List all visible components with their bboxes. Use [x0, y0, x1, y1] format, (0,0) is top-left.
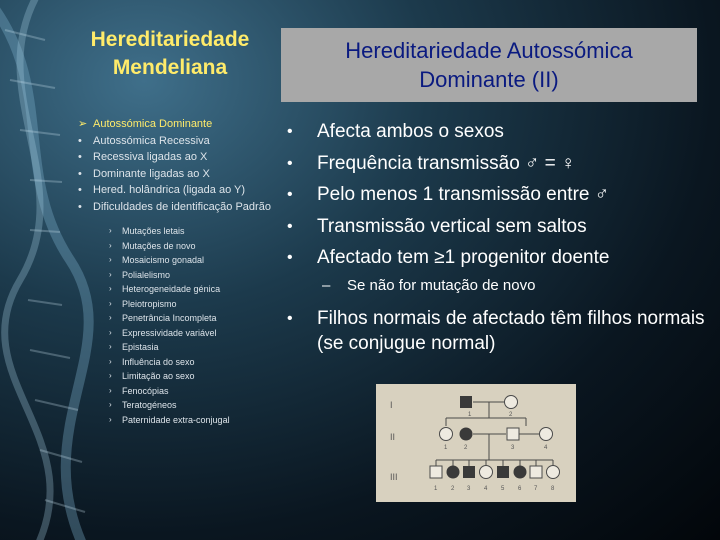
sub-item-label: Penetrância Incompleta — [122, 313, 217, 323]
individual-number: 6 — [518, 486, 522, 492]
sub-item-label: Fenocópias — [122, 385, 169, 396]
sub-item-label: Expressividade variável — [122, 327, 217, 338]
affected-female-symbol — [447, 466, 460, 479]
bullet-icon: • — [287, 217, 293, 235]
topic-item — [76, 116, 276, 133]
sub-bullet-icon: › — [109, 240, 112, 250]
individual-number: 4 — [544, 445, 548, 451]
sub-item-label: Heterogeneidade génica — [122, 284, 221, 294]
main-bullet — [287, 211, 707, 243]
bullet-icon: • — [287, 154, 293, 172]
main-bullet — [287, 306, 707, 356]
topic-item — [76, 133, 276, 150]
individual-number: 3 — [467, 486, 471, 492]
left-topic-list — [76, 116, 276, 427]
unaffected-male-symbol — [430, 466, 442, 478]
topic-label: Autossómica Recessiva — [93, 134, 210, 147]
sub-item — [109, 311, 276, 326]
bullet-icon: • — [78, 200, 82, 213]
sub-item — [109, 282, 276, 297]
individual-number: 1 — [468, 412, 472, 418]
sub-item-label: Mosaicismo gonadal — [122, 255, 205, 265]
pedigree-svg — [376, 384, 576, 502]
unaffected-female-symbol — [440, 428, 453, 441]
topic-label: Hered. holândrica (ligada ao Y) — [93, 184, 246, 196]
main-bullet — [287, 116, 707, 148]
pedigree-chart — [376, 384, 576, 502]
unaffected-female-symbol — [540, 428, 553, 441]
sub-item — [109, 268, 276, 283]
sub-bullet-icon: › — [109, 400, 112, 409]
sub-bullet-icon: › — [109, 385, 112, 395]
arrow-bullet-icon: ➢ — [78, 118, 88, 130]
sub-bullet-icon: › — [109, 269, 112, 279]
individual-number: 2 — [464, 445, 468, 451]
bullet-icon: • — [78, 167, 82, 180]
main-bullet-text: Transmissão vertical sem saltos — [317, 215, 587, 237]
main-bullet — [287, 179, 707, 211]
bullet-icon: • — [287, 186, 293, 203]
bullet-icon: • — [287, 309, 293, 327]
sub-item-label: Polialelismo — [122, 269, 171, 280]
sub-item — [109, 340, 276, 355]
sub-item — [109, 413, 276, 428]
sub-item-label: Paternidade extra-conjugal — [122, 414, 230, 425]
main-bullet — [287, 242, 707, 274]
sub-bullet-icon: › — [109, 298, 112, 308]
topic-item — [76, 182, 276, 199]
sub-bullet-icon: › — [109, 255, 112, 264]
topic-item — [76, 199, 276, 216]
individual-number: 4 — [484, 486, 488, 492]
sub-item — [109, 297, 276, 312]
sub-bullet-icon: › — [109, 327, 112, 337]
sub-item — [109, 384, 276, 399]
sub-bullet-icon: › — [109, 342, 112, 351]
sub-item-label: Limitação ao sexo — [122, 371, 195, 381]
sub-item — [109, 369, 276, 384]
sub-item — [109, 398, 276, 413]
left-title: Hereditariedade Mendeliana — [90, 28, 250, 79]
topic-label: Dificuldades de identificação Padrão — [93, 200, 271, 213]
affected-female-symbol — [514, 466, 527, 479]
main-bullet-text: Afectado tem ≥1 progenitor doente — [317, 247, 610, 268]
sub-item — [109, 355, 276, 370]
sub-bullet-text: Se não for mutação de novo — [347, 276, 536, 294]
sub-bullet — [287, 274, 707, 298]
sub-item-label: Epistasia — [122, 342, 159, 352]
unaffected-male-symbol — [530, 466, 542, 478]
individual-number: 1 — [434, 486, 438, 492]
generation-label: I — [390, 400, 393, 410]
individual-number: 2 — [509, 412, 513, 418]
sub-item-label: Pleiotropismo — [122, 298, 177, 309]
bullet-icon: • — [78, 134, 82, 147]
sub-bullet-icon: › — [109, 356, 112, 366]
sub-bullet-icon: › — [109, 313, 112, 322]
affected-male-symbol — [460, 396, 472, 408]
bullet-icon: • — [78, 184, 82, 196]
main-bullet-text: Frequência transmissão ♂ = ♀ — [317, 152, 576, 174]
affected-male-symbol — [497, 466, 509, 478]
sub-item-label: Teratogéneos — [122, 400, 177, 410]
unaffected-female-symbol — [505, 396, 518, 409]
sub-item-label: Mutações letais — [122, 226, 185, 236]
right-title: Hereditariedade Autossómica Dominante (II) — [345, 38, 633, 92]
affected-male-symbol — [463, 466, 475, 478]
individual-number: 3 — [511, 445, 515, 451]
sub-item — [109, 224, 276, 239]
generation-label: II — [390, 432, 396, 442]
main-bullet-text: Pelo menos 1 transmissão entre ♂ — [317, 184, 609, 205]
sub-item — [109, 326, 276, 341]
sub-bullet-icon: › — [109, 371, 112, 380]
topic-label: Recessiva ligadas ao X — [93, 151, 208, 163]
sub-item-label: Influência do sexo — [122, 356, 195, 367]
sub-item — [109, 253, 276, 268]
generation-label: III — [390, 472, 398, 482]
topic-label: Autossómica Dominante — [93, 118, 213, 130]
unaffected-female-symbol — [480, 466, 493, 479]
topic-item — [76, 166, 276, 183]
topic-item — [76, 149, 276, 166]
individual-number: 5 — [501, 486, 505, 492]
right-title-box — [281, 28, 697, 102]
bullet-icon: • — [287, 123, 293, 140]
sub-item — [109, 239, 276, 254]
main-bullet-text: Filhos normais de afectado têm filhos normais (se conjugue normal) — [317, 307, 705, 354]
difficulty-sublist — [109, 224, 276, 427]
main-bullet-list — [287, 116, 707, 356]
individual-number: 7 — [534, 486, 538, 492]
individual-number: 8 — [551, 486, 555, 492]
sub-bullet-icon: › — [109, 414, 112, 424]
sub-bullet-icon: › — [109, 284, 112, 293]
main-bullet-text: Afecta ambos o sexos — [317, 121, 504, 142]
unaffected-male-symbol — [507, 428, 519, 440]
main-bullet — [287, 148, 707, 180]
individual-number: 2 — [451, 486, 455, 492]
sub-bullet-icon: › — [109, 226, 112, 235]
topic-label: Dominante ligadas ao X — [93, 167, 210, 180]
dash-bullet-icon: – — [322, 276, 331, 294]
sub-item-label: Mutações de novo — [122, 240, 196, 251]
bullet-icon: • — [287, 249, 293, 266]
individual-number: 1 — [444, 445, 448, 451]
unaffected-female-symbol — [547, 466, 560, 479]
bullet-icon: • — [78, 151, 82, 163]
affected-female-symbol — [460, 428, 473, 441]
